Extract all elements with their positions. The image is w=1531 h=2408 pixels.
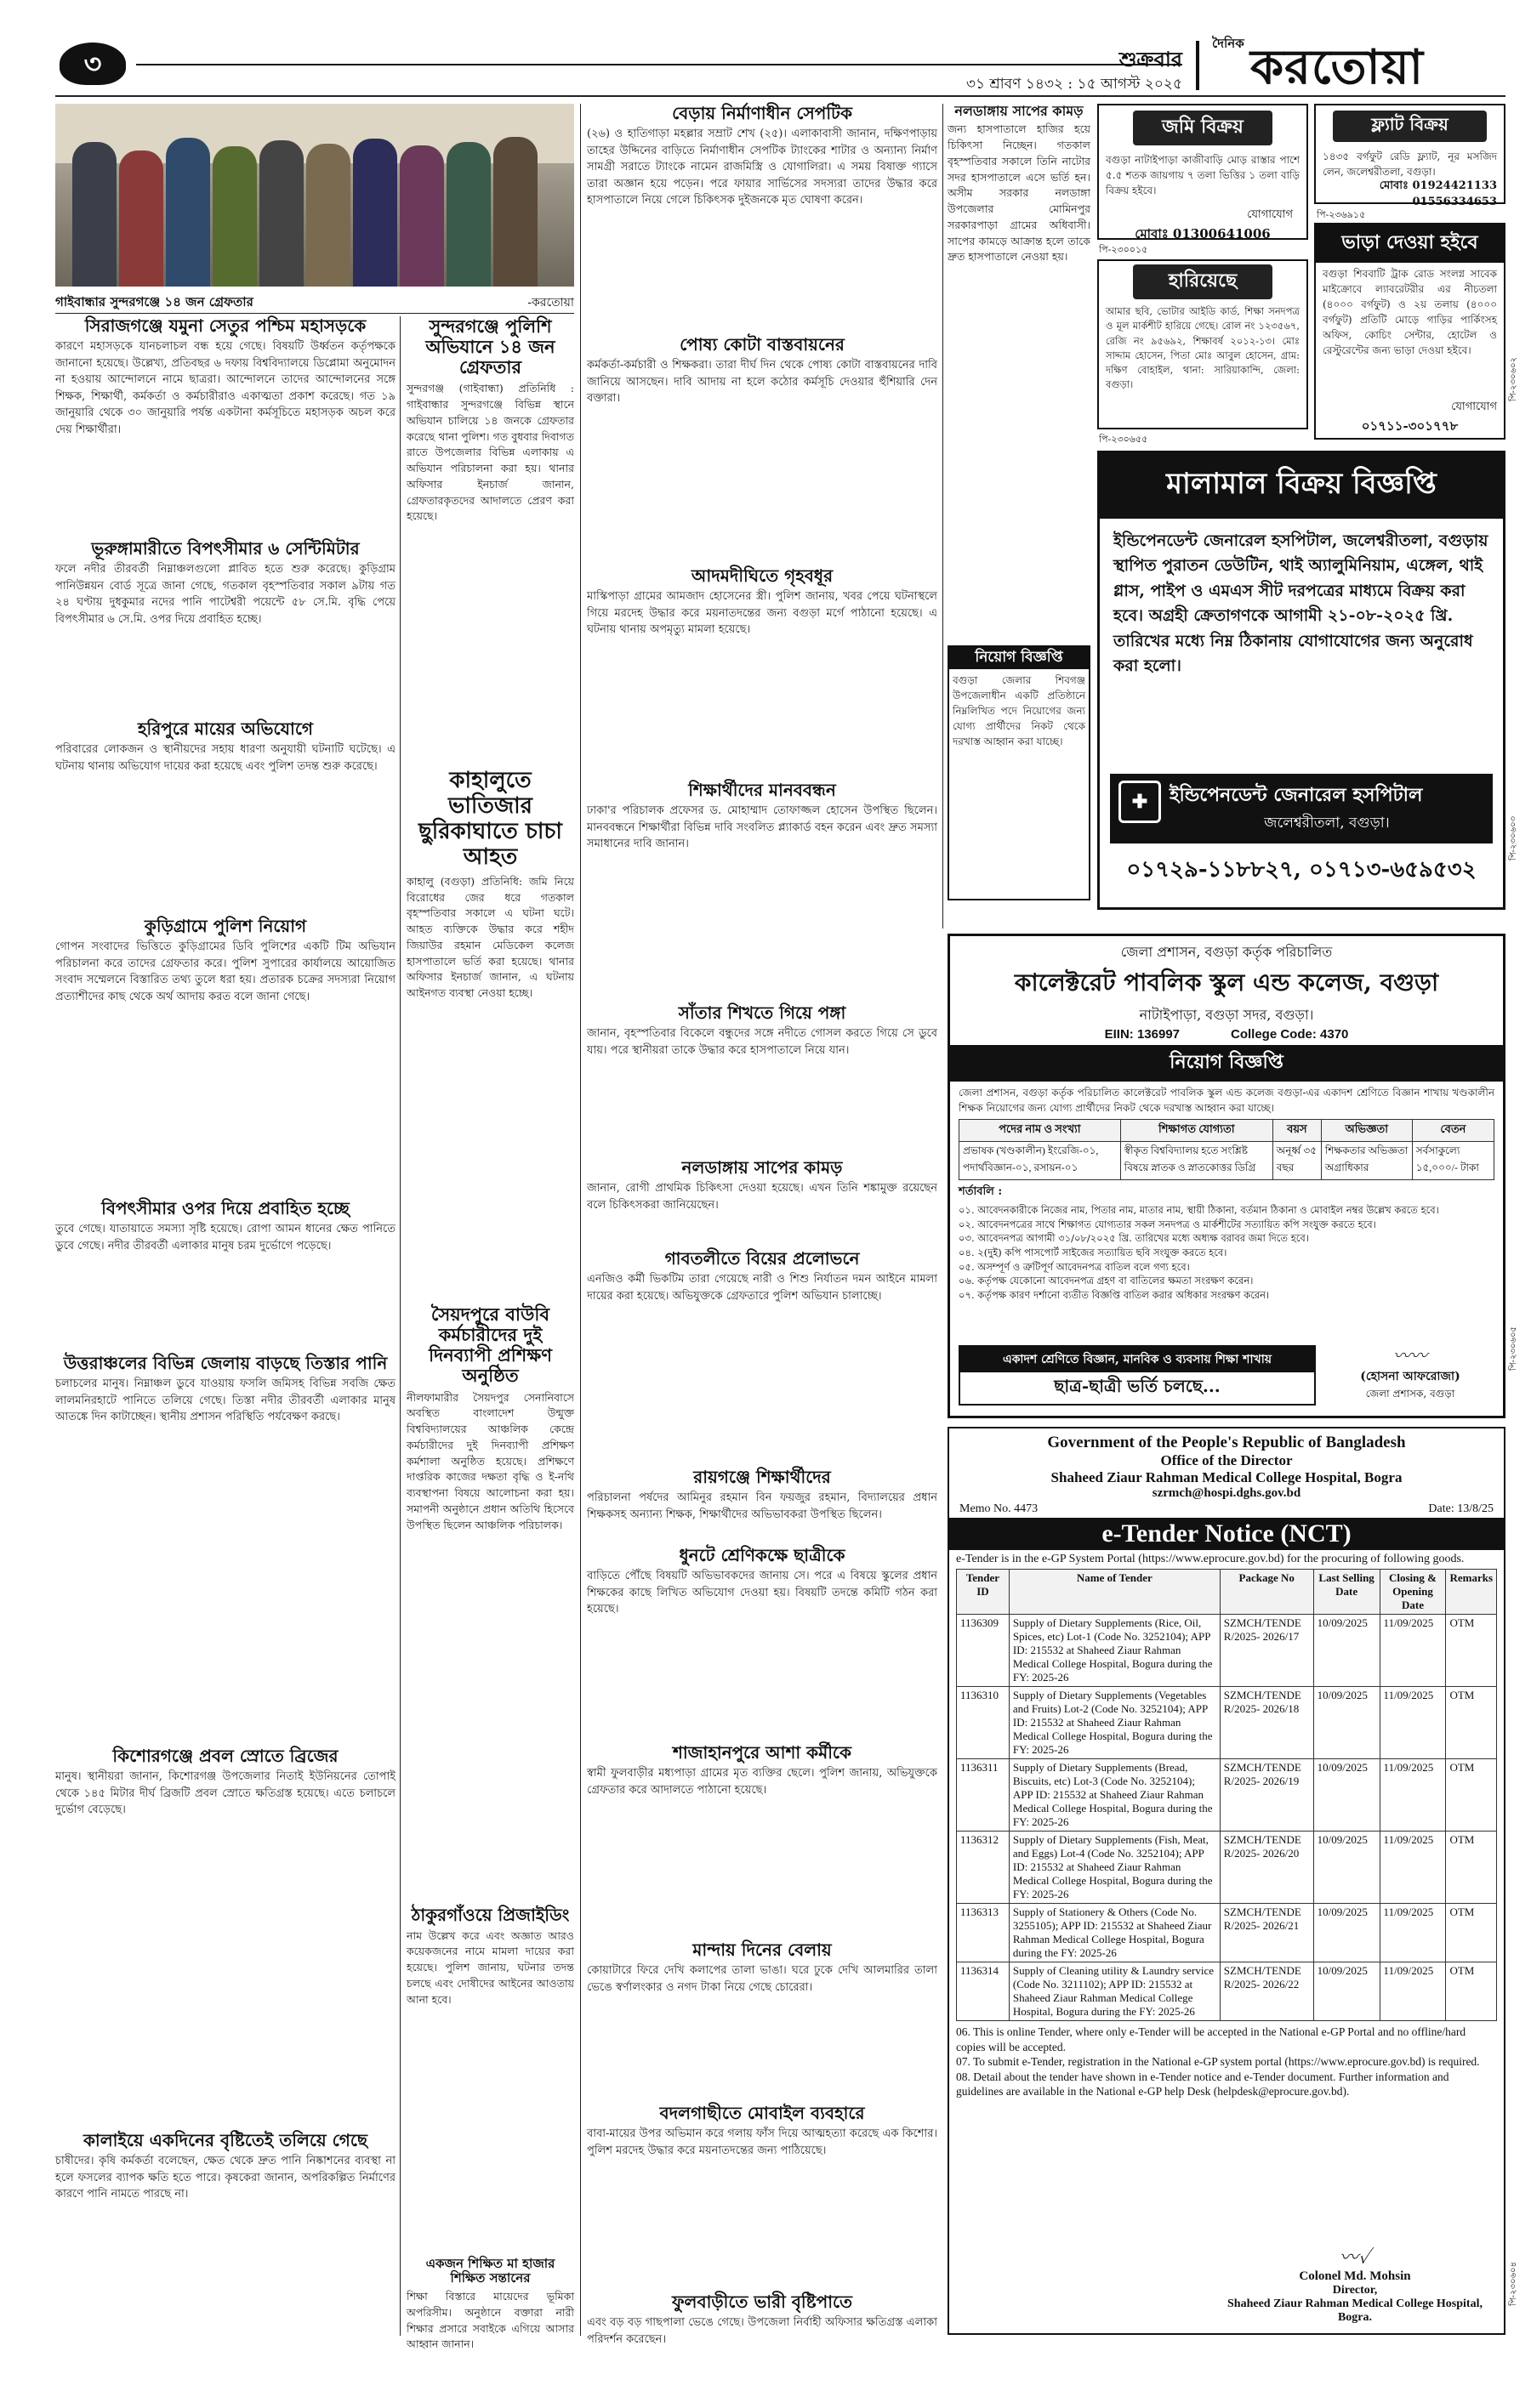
school-recruit-banner: নিয়োগ বিজ্ঞপ্তি xyxy=(950,1045,1503,1082)
list-item: ০৩. আবেদনপত্র আগামী ৩১/০৮/২০২৫ খ্রি. তারিখের মধ্যে অধ্যক্ষ বরাবর জমা দিতে হবে। xyxy=(959,1232,1309,1245)
signature-mark: 〰✓ xyxy=(1339,2246,1371,2268)
headline-saidpur: সৈয়দপুরে বাউবি কর্মচারীদের দুই দিনব্যাপী প্রশিক্ষণ অনুষ্ঠিত xyxy=(429,1303,552,1387)
tender-remarks-cell: OTM xyxy=(1446,1687,1497,1759)
tender-signer: Colonel Md. Mohsin xyxy=(1299,2269,1411,2283)
tender-id-cell: 1136312 xyxy=(957,1832,1010,1904)
headline-thakurgaon: ঠাকুরগাঁওয়ে প্রিজাইডিং xyxy=(411,1904,570,1925)
article-raiganj: পরিচালনা পর্ষদের আমিনুর রহমান বিন ফয়জুর রহমান, বিদ্যালয়ের প্রধান শিক্ষকসহ অন্যান্য শিক্ষক, শিক্ষার্থীদের অভিভাবকরা উপস্থিত ছিলেন। xyxy=(587,1491,937,1521)
tender-signature xyxy=(1215,2243,1495,2325)
tender-name-cell: Supply of Dietary Supplements (Vegetables and Fruits) Lot-2 (Code No. 3252104); APP ID: 215532 at Shaheed Ziaur Rahman Medical College Hospital, Bogura during the FY: 2025-26 xyxy=(1009,1687,1220,1759)
tender-notes xyxy=(949,2021,1504,2103)
tender-remarks-cell: OTM xyxy=(1446,1904,1497,1962)
list-item: 07. To submit e-Tender, registration in the National e-GP system portal (https://www.eprocure.gov.bd) is required. xyxy=(956,2055,1480,2069)
article-educated-mother: শিক্ষা বিস্তারে মায়েদের ভূমিকা অপরিসীম। অনুষ্ঠানে বক্তারা নারী শিক্ষার প্রসারে সবাইকে এগিয়ে আসার আহ্বান জানান। xyxy=(407,2290,574,2351)
land-sale-ad xyxy=(1097,104,1308,240)
tender-signer-city: Bogra. xyxy=(1337,2311,1373,2324)
school-terms xyxy=(950,1203,1503,1303)
tender-th-closing: Closing & Opening Date xyxy=(1380,1570,1446,1615)
article-human-chain: ঢাকা'র পরিচালক প্রফেসর ড. মোহাম্মাদ তোফাজ্জল হোসেন উপস্থিত ছিলেন। মানববন্ধনে শিক্ষার্থীরা বিভিন্ন দাবি সংবলিত প্ল্যাকার্ড বহন করেন এবং দ্রুত সমস্যা সমাধানের দাবি জানান। xyxy=(587,804,937,850)
admission-box xyxy=(959,1345,1316,1406)
headline-naldanga-snake: নলডাঙ্গায় সাপের কামড় xyxy=(681,1157,843,1178)
goods-sale-text: ইন্ডিপেনডেন্ট জেনারেল হসপিটাল, জলেশ্বরীতলা, বগুড়ায় স্থাপিত পুরাতন ডেউটিন, থাই অ্যালুমিনিয়াম, এঙ্গেল, থাই গ্লাস, পাইপ ও এমএস সীট দরপত্রের মাধ্যমে বিক্রয় করা হবে। অগ্রহী ক্রেতাগণকে আগামী ২১-০৮-২০২৫ খ্রি. তারিখের মধ্যে নিম্ন ঠিকানায় যোগাযোগের জন্য অনুরোধ করা হলো। xyxy=(1113,531,1488,676)
admission-sub: ছাত্র-ছাত্রী ভর্তি চলছে... xyxy=(1054,1376,1221,1396)
school-recruit-table xyxy=(959,1119,1494,1180)
tender-closing-cell: 11/09/2025 xyxy=(1380,1962,1446,2021)
tender-hospital: Shaheed Ziaur Rahman Medical College Hospital, Bogra xyxy=(1050,1469,1403,1485)
school-td-qual: স্বীকৃত বিশ্ববিদ্যালয় হতে সংশ্লিষ্ট বিষয়ে স্নাতক ও স্নাতকোত্তর ডিগ্রি xyxy=(1120,1142,1272,1180)
tender-remarks-cell: OTM xyxy=(1446,1832,1497,1904)
article-naldanga-right: জন্য হাসপাতালে হাজির হয়ে চিকিৎসা নিচ্ছেন। গতকাল বৃহস্পতিবার সকালে তিনি নাটোর সদর হাসপাতালে এসে ভর্তি হন। অসীম সরকার নলডাঙ্গা উপজেলার মোমিনপুর সরকারপাড়া গ্রামের অধিবাসী। সাপের কামড়ে আক্রান্ত হলে তাকে দ্রুত হাসপাতালে নেওয়া হয়। xyxy=(948,122,1090,264)
school-recruit-table-wrap xyxy=(950,1117,1503,1182)
article-saidpur: নীলফামারীর সৈয়দপুর সেনানিবাসে অবস্থিত বাংলাদেশ উন্মুক্ত বিশ্ববিদ্যালয়ের আঞ্চলিক কেন্দ্রে কর্মচারীদের দুই দিনব্যাপী প্রশিক্ষণ কর্মশালা অনুষ্ঠিত হয়েছে। প্রশিক্ষণে দাপ্তরিক কাজের দক্ষতা বৃদ্ধি ও ই-নথি ব্যবস্থাপনা বিষয়ে আলোচনা করা হয়। সমাপনী অনুষ্ঠানে প্রধান অতিথি হিসেবে উপস্থিত ছিলেন আঞ্চলিক পরিচালক। xyxy=(407,1390,574,1531)
school-signer-title: জেলা প্রশাসক, বগুড়া xyxy=(1365,1388,1455,1400)
issue-day: শুক্রবার xyxy=(1118,47,1182,71)
article-quota: কর্মকর্তা-কর্মচারী ও শিক্ষকরা। তারা দীর্ঘ দিন থেকে পোষ্য কোটা বাস্তবায়নের দাবি জানিয়ে আসছেন। দাবি আদায় না হলে কঠোর কর্মসূচি দেওয়ার হুঁশিয়ারি দেন বক্তারা। xyxy=(587,359,937,405)
tender-signer-title: Director, xyxy=(1332,2284,1378,2297)
tender-closing-cell: 11/09/2025 xyxy=(1380,1832,1446,1904)
tender-package-cell: SZMCH/TENDE R/2025- 2026/19 xyxy=(1220,1759,1313,1832)
tender-id-cell: 1136311 xyxy=(957,1759,1010,1832)
tender-name-cell: Supply of Dietary Supplements (Rice, Oil, Spices, etc) Lot-1 (Code No. 3252104); APP ID: 215532 at Shaheed Ziaur Rahman Medical College Hospital, Bogura during the FY: 2025-26 xyxy=(1009,1615,1220,1687)
land-sale-text: বগুড়া নাটাইপাড়া কাজীবাড়ি মোড় রাস্তার পাশে ৫.৫ শতক জায়গায় ৭ তলা ভিত্তির ১ তলা বাড়ি বিক্রয় হইবে। xyxy=(1106,154,1300,196)
article-sundarganj: সুন্দরগঞ্জ (গাইবান্ধা) প্রতিনিধি : গাইবান্ধার সুন্দরগঞ্জে বিভিন্ন স্থানে অভিযান চালিয়ে ১৪ জনকে গ্রেফতার করেছে থানা পুলিশ। গত বুধবার দিবাগত রাতে উপজেলার বিভিন্ন এলাকায় এ অভিযান পরিচালনা করা হয়। থানার অফিসার ইনচার্জ জানান, গ্রেফতারকৃতদের আদালতে প্রেরণ করা হয়েছে। xyxy=(407,382,574,523)
tender-package-cell: SZMCH/TENDE R/2025- 2026/22 xyxy=(1220,1962,1313,2021)
headline-danger-level: বিপৎসীমার ওপর দিয়ে প্রবাহিত হচ্ছে xyxy=(101,1198,350,1218)
list-item: ০৬. কর্তৃপক্ষ যেকোনো আবেদনপত্র গ্রহণ বা বাতিলের ক্ষমতা সংরক্ষণ করেন। xyxy=(959,1275,1254,1287)
article-kalai: চাষীদের। কৃষি কর্মকর্তা বলেছেন, ক্ষেত থেকে দ্রুত পানি নিষ্কাশনের ব্যবস্থা না হলে ফসলের ব্যাপক ক্ষতি হতে পারে। কৃষকেরা জানান, অপরিকল্পিত নির্মাণের কারণে পানি নামতে পারছে না। xyxy=(55,2155,396,2201)
page-number-badge xyxy=(60,43,126,85)
lost-notice-title: হারিয়েছে xyxy=(1133,264,1272,299)
tender-remarks-cell: OTM xyxy=(1446,1615,1497,1687)
headline-bera-septic: বেড়ায় নির্মাণাধীন সেপটিক xyxy=(672,103,852,123)
school-recruit-intro: জেলা প্রশাসন, বগুড়া কর্তৃক পরিচালিত কালেক্টরেট পাবলিক স্কুল এন্ড কলেজ বগুড়া-এর একাদশ শ্রেণিতে বিজ্ঞান শাখায় খণ্ডকালীন শিক্ষক নিয়োগের জন্য যোগ্য প্রার্থীদের নিকট থেকে দরখাস্ত আহ্বান করা যাচ্ছে। xyxy=(959,1087,1494,1114)
left-column xyxy=(55,316,396,2336)
article-shajahanpur: স্বামী ফুলবাড়ীর মধ্যপাড়া গ্রামের মৃত ব্যক্তির ছেলে। পুলিশ জানায়, অভিযুক্তকে গ্রেফতার করে আদালতে পাঠানো হয়েছে। xyxy=(587,1767,937,1797)
school-eiin: EIIN: 136997 xyxy=(1104,1027,1180,1042)
article-manda: কোয়াটারে ফিরে দেখি কলাপের তালা ভাঙা। ঘরে ঢুকে দেখি আলমারির তালা ভেঙে স্বর্ণালংকার ও নগদ টাকা নিয়ে গেছে চোরেরা। xyxy=(587,1964,937,1994)
tender-id-cell: 1136314 xyxy=(957,1962,1010,2021)
headline-dhunat: ধুনটে শ্রেণিকক্ষে ছাত্রীকে xyxy=(679,1545,845,1565)
goods-sale-ad xyxy=(1097,451,1505,910)
tender-last-date-cell: 10/09/2025 xyxy=(1313,1832,1380,1904)
school-td-exp: শিক্ষকতার অভিজ্ঞতা অগ্রাধিকার xyxy=(1321,1142,1412,1180)
article-swimming: জানান, বৃহস্পতিবার বিকেলে বন্ধুদের সঙ্গে নদীতে গোসল করতে গিয়ে সে ডুবে যায়। পরে স্থানীয়রা তাকে উদ্ধার করে হাসপাতালে নিয়ে যান। xyxy=(587,1027,937,1057)
side-ref-3: পি-২৩০৬০৫ xyxy=(1509,1326,1518,1372)
headline-human-chain: শিক্ষার্থীদের মানববন্ধন xyxy=(688,780,836,800)
tender-closing-cell: 11/09/2025 xyxy=(1380,1687,1446,1759)
list-item: ০৭. কর্তৃপক্ষ কারণ দর্শানো ব্যতীত বিজ্ঞপ্তি বাতিল করার অধিকার সংরক্ষণ করেন। xyxy=(959,1289,1270,1302)
article-fulbari: এবং বড় বড় গাছপালা ভেঙে গেছে। উপজেলা নির্বাহী অফিসার ক্ষতিগ্রস্ত এলাকা পরিদর্শন করেছেন। xyxy=(587,2316,937,2346)
tender-th-last-date: Last Selling Date xyxy=(1313,1570,1380,1615)
hospital-banner xyxy=(1110,774,1493,843)
school-th-post: পদের নাম ও সংখ্যা xyxy=(959,1120,1121,1142)
list-item: 06. This is online Tender, where only e-Tender will be accepted in the National e-GP Portal and no offline/hard copies will be accepted. xyxy=(956,2025,1466,2053)
tender-closing-cell: 11/09/2025 xyxy=(1380,1904,1446,1962)
lost-notice-text: আমার ছবি, ভোটার আইডি কার্ড, শিক্ষা সনদপত্র ও মূল মার্কশীট হারিয়ে গেছে। রোল নং ১২৩৫৬৭, রেজি নং ৯৫৬৯২, শিক্ষাবর্ষ ২০১২-১৩। মোঃ সাদ্দাম হোসেন, পিতা মোঃ আবুল হোসেন, গ্রাম: দক্ষিণ বোহাইল, থানা: সারিয়াকান্দি, জেলা: বগুড়া। xyxy=(1106,305,1300,391)
article-dhunat: বাড়িতে পৌঁছে বিষয়টি অভিভাবকদের জানায় সে। পরে এ বিষয়ে স্কুলের প্রধান শিক্ষকের কাছে লিখিত অভিযোগ দেওয়া হয়। বিষয়টি তদন্তে কমিটি গঠন করা হয়েছে। xyxy=(587,1570,937,1616)
headline-quota: পোষ্য কোটা বাস্তবায়নের xyxy=(680,334,845,355)
flat-sale-text: ১৪৩৫ বর্গফুট রেডি ফ্ল্যাট, নূর মসজিদ লেন, জলেশ্বরীতলা, বগুড়া। xyxy=(1323,150,1497,178)
tender-id-cell: 1136313 xyxy=(957,1904,1010,1962)
tender-intro: e-Tender is in the e-GP System Portal (https://www.eprocure.gov.bd) for the procuring of following goods. xyxy=(956,1553,1465,1565)
headline-sirajganj: সিরাজগঞ্জে যমুনা সেতুর পশ্চিম মহাসড়কে xyxy=(84,315,367,336)
rent-text: বগুড়া শিববাটি ট্রাক রোড সংলগ্ন সাবেক মাইক্রোবে ল্যাবরেটরীর এর নীচতলা (৪০০০ বর্গফুট) ও ২য় তলায় (৪০০০ বর্গফুট) প্রতিটি মোড়ে গাড়ির পার্কিংসহ অফিস, কোচিং সেন্টার, হোটেল ও রেস্টুরেন্টের জন্য ভাড়া দেওয়া হইবে। xyxy=(1323,268,1497,356)
tender-last-date-cell: 10/09/2025 xyxy=(1313,1759,1380,1832)
photo-credit: -করতোয়া xyxy=(527,296,574,310)
table-row xyxy=(957,1904,1497,1962)
tender-memo: Memo No. 4473 xyxy=(959,1502,1039,1515)
tender-th-remarks: Remarks xyxy=(1446,1570,1497,1615)
tender-title: e-Tender Notice (NCT) xyxy=(949,1518,1504,1550)
caption-rule xyxy=(55,313,574,314)
article-kahalu: কাহালু (বগুড়া) প্রতিনিধি: জমি নিয়ে বিরোধের জের ধরে গতকাল বৃহস্পতিবার সকালে এ ঘটনা ঘটে। আহত ব্যক্তিকে উদ্ধার করে শহীদ জিয়াউর রহমান মেডিকেল কলেজ হাসপাতালে ভর্তি করা হয়েছে। থানার অফিসার ইনচার্জ জানান, এ ঘটনায় আইনগত ব্যবস্থা নেওয়া হচ্ছে। xyxy=(407,874,574,1000)
tender-gov: Government of the People's Republic of Bangladesh xyxy=(1047,1434,1406,1451)
tender-remarks-cell: OTM xyxy=(1446,1759,1497,1832)
tender-table-wrap xyxy=(949,1569,1504,2021)
table-row xyxy=(957,1687,1497,1759)
tender-closing-cell: 11/09/2025 xyxy=(1380,1615,1446,1687)
tender-table xyxy=(956,1569,1497,2021)
lost-notice-ad xyxy=(1097,259,1308,429)
article-bera-septic: (২৬) ও হাতিগাড়া মহল্লার সম্রাট শেখ (২৫)। এলাকাবাসী জানান, দক্ষিণপাড়ায় তাহের উদ্দিনের বাড়িতে নির্মাণাধীন সেপটিক ট্যাংকের শাটার ও অন্যান্য নির্মাণ সামগ্রী সরাতে ট্যাংকে নামেন রাজমিস্ত্রি ও যোগালিরা। এ সময় বিষাক্ত গ্যাসে তারা অজ্ঞান হয়ে পড়েন। পরে ফায়ার সার্ভিসের সদস্যরা তাদের উদ্ধার করে হাসপাতালে নিয়ে গেলে চিকিৎসক দুইজনকে মৃত ঘোষণা করেন। xyxy=(587,128,937,207)
headline-swimming: সাঁতার শিখতে গিয়ে পঙ্গা xyxy=(678,1002,846,1023)
school-th-age: বয়স xyxy=(1272,1120,1321,1142)
school-th-salary: বেতন xyxy=(1412,1120,1494,1142)
headline-shajahanpur: শাজাহানপুরে আশা কর্মীকে xyxy=(673,1742,851,1763)
tender-id-cell: 1136310 xyxy=(957,1687,1010,1759)
right-news-column xyxy=(948,104,1090,929)
tender-th-name: Name of Tender xyxy=(1009,1570,1220,1615)
headline-kalai: কালাইয়ে একদিনের বৃষ্টিতেই তলিয়ে গেছে xyxy=(83,2130,368,2150)
school-ad-name: কালেক্টরেট পাবলিক স্কুল এন্ড কলেজ, বগুড়া xyxy=(1014,968,1439,997)
tender-name-cell: Supply of Dietary Supplements (Bread, Biscuits, etc) Lot-3 (Code No. 3252104); APP ID: 215532 at Shaheed Ziaur Rahman Medical College Hospital, Bogura during the FY: 2025-26 xyxy=(1009,1759,1220,1832)
school-terms-title: শর্তাবলি : xyxy=(959,1185,1003,1198)
lost-notice-ref: পি-২৩০৬৫৫ xyxy=(1099,434,1148,445)
list-item: ০৪. ২(দুই) কপি পাসপোর্ট সাইজের সত্যায়িত ছবি সংযুক্ত করতে হবে। xyxy=(959,1247,1227,1259)
headline-naldanga-right: নলডাঙ্গায় সাপের কামড় xyxy=(954,103,1084,119)
side-ref-2: পি-২৩০৬০৩ xyxy=(1509,816,1518,861)
school-signer-name: (হোসনা আফরোজা) xyxy=(1360,1370,1460,1383)
rent-title: ভাড়া দেওয়া হইবে xyxy=(1316,224,1504,263)
page-number: ৩ xyxy=(83,48,102,80)
school-th-exp: অভিজ্ঞতা xyxy=(1321,1120,1412,1142)
recruit-notice-title: নিয়োগ বিজ্ঞপ্তি xyxy=(949,647,1089,669)
tender-name-cell: Supply of Dietary Supplements (Fish, Meat, and Eggs) Lot-4 (Code No. 3252104); APP ID: 215532 at Shaheed Ziaur Rahman Medical College Hospital, Bogura during the FY: 2025-26 xyxy=(1009,1832,1220,1904)
headline-bhurungamari: ভূরুঙ্গামারীতে বিপৎসীমার ৬ সেন্টিমিটার xyxy=(91,538,360,559)
article-kurigram-police: গোপন সংবাদের ভিত্তিতে কুড়িগ্রামের ডিবি পুলিশের একটি টিম অভিযান পরিচালনা করে তাদের গ্রেফতার করে। পুলিশ সুপারের কার্যালয়ে আয়োজিত সংবাদ সম্মেলনে বিস্তারিত তথ্য তুলে ধরা হয়। প্রতারক চক্রের সদস্যরা নিয়োগ প্রত্যাশীদের কাছ থেকে অর্থ আদায় করত বলে জানা গেছে। xyxy=(55,940,396,1003)
table-row xyxy=(957,1832,1497,1904)
school-college-code: College Code: 4370 xyxy=(1231,1027,1349,1042)
table-row xyxy=(957,1615,1497,1687)
news-photo xyxy=(55,104,574,287)
article-teesta: চলাচলের মানুষ। নিম্নাঞ্চল ডুবে যাওয়ায় ফসলি জমিসহ বিভিন্ন সবজি ক্ষেত লালমনিরহাটে পানিতে তলিয়ে গেছে। তিস্তা নদীর তীরবর্তী এলাকার মানুষ আতঙ্কে দিন কাটাচ্ছেন। স্থানীয় প্রশাসন পরিস্থিতি পর্যবেক্ষণ করছে। xyxy=(55,1377,396,1423)
tender-name-cell: Supply of Stationery & Others (Code No. 3255105); APP ID: 215532 at Shaheed Ziaur Rahman Medical College Hospital, Bogura during the FY: 2025-26 xyxy=(1009,1904,1220,1962)
list-item: 08. Detail about the tender have shown in e-Tender notice and e-Tender document. Further information and guidelines are available in the National e-GP help Desk (helpdesk@eprocure.gov.bd). xyxy=(956,2070,1449,2098)
center-column xyxy=(587,103,937,2346)
rent-phone: ০১৭১১-৩০১৭৭৮ xyxy=(1361,418,1459,434)
rent-contact-label: যোগাযোগ xyxy=(1451,400,1497,413)
issue-date: ৩১ শ্রাবণ ১৪৩২ : ১৫ আগস্ট ২০২৫ xyxy=(965,76,1182,93)
hospital-name: ইন্ডিপেনডেন্ট জেনারেল হসপিটাল xyxy=(1170,784,1423,806)
headline-adamdighi: আদমদীঘিতে গৃহবধূর xyxy=(691,565,834,586)
tender-package-cell: SZMCH/TENDE R/2025- 2026/20 xyxy=(1220,1832,1313,1904)
headline-teesta: উত্তরাঞ্চলের বিভিন্ন জেলায় বাড়ছে তিস্তার পানি xyxy=(63,1353,388,1373)
tender-last-date-cell: 10/09/2025 xyxy=(1313,1615,1380,1687)
headline-gabtali: গাবতলীতে বিয়ের প্রলোভনে xyxy=(664,1248,860,1269)
article-danger-level: তুবে গেছে। যাতায়াতে সমস্যা সৃষ্টি হয়েছে। রোপা আমন ধানের ক্ষেত পানিতে ডুবে গেছে। নদীর তীরবর্তী এলাকার মানুষ চরম দুর্ভোগে পড়েছে। xyxy=(55,1223,396,1252)
rent-ad xyxy=(1314,223,1505,440)
masthead xyxy=(0,0,1531,94)
land-sale-contact-label: যোগাযোগ xyxy=(1247,208,1293,221)
hospital-logo-icon: ✚ xyxy=(1118,781,1161,823)
land-sale-ref: পি-২৩০০১৫ xyxy=(1099,244,1148,255)
photo-caption: গাইবান্ধার সুন্দরগঞ্জে ১৪ জন গ্রেফতার xyxy=(55,294,253,310)
school-ad-top: জেলা প্রশাসন, বগুড়া কর্তৃক পরিচালিত xyxy=(1120,944,1333,960)
headline-manda: মান্দায় দিনের বেলায় xyxy=(692,1939,832,1960)
list-item: ০২. আবেদনপত্রের সাথে শিক্ষাগত যোগ্যতার সকল সনদপত্র ও মার্কশীটের সত্যায়িত কপি সংযুক্ত করতে হবে। xyxy=(959,1218,1376,1230)
recruit-notice-box xyxy=(948,645,1090,900)
headline-badalgachhi: বদলগাছীতে মোবাইল ব্যবহারে xyxy=(659,2103,865,2123)
col3-divider xyxy=(942,104,943,929)
headline-kahalu: কাহালুতে ভাতিজার ছুরিকাঘাতে চাচা আহত xyxy=(418,768,562,871)
article-sirajganj: কারণে মহাসড়কে যানচলাচল বন্ধ হয়ে গেছে। বিষয়টি উর্ধ্বতন কর্তৃপক্ষকে জানানো হয়েছে। উল্লেখ্য, প্রতিবছর ৬ দফায় বিশ্ববিদ্যালয়ে ডিপ্লোমা অনুমোদন না হওয়ায় আন্দোলনে নামে ছাত্ররা। আন্দোলনে তাদের আন্দোলনের সঙ্গে শিক্ষক, শিক্ষার্থী, কর্মকর্তা ও কর্মচারীরাও একাত্মতা প্রকাশ করেছে। গত ১৯ জানুয়ারি থেকে ৩০ জানুয়ারি পর্যন্ত একটানা কর্মসূচিতে মহাসড়ক অচল করে দেয় শিক্ষার্থীরা। xyxy=(55,340,396,436)
land-sale-title: জমি বিক্রয় xyxy=(1133,111,1272,145)
school-td-salary: সর্বসাকুল্যে ১৫,০০০/- টাকা xyxy=(1412,1142,1494,1180)
headline-raiganj: রায়গঞ্জে শিক্ষার্থীদের xyxy=(693,1467,831,1487)
paper-small-label: দৈনিক xyxy=(1212,36,1244,51)
school-signature xyxy=(1329,1342,1491,1404)
masthead-divider xyxy=(1196,41,1199,90)
recruit-notice-text: বগুড়া জেলার শিবগঞ্জ উপজেলাধীন একটি প্রতিষ্ঠানে নিম্নলিখিত পদে নিয়োগের জন্য যোগ্য প্রার্থীদের নিকট থেকে দরখাস্ত আহ্বান করা যাচ্ছে। xyxy=(953,673,1085,747)
article-naldanga-snake: জানান, রোগী প্রাথমিক চিকিৎসা দেওয়া হয়েছে। এখন তিনি শঙ্কামুক্ত রয়েছেন বলে চিকিৎসকরা জানিয়েছেন। xyxy=(587,1182,937,1212)
tender-package-cell: SZMCH/TENDE R/2025- 2026/21 xyxy=(1220,1904,1313,1962)
col2-divider xyxy=(580,104,581,2336)
headline-haripur: হরিপুরে মায়ের অভিযোগে xyxy=(138,718,313,739)
flat-sale-phone-2: 01556334653 xyxy=(1412,196,1497,208)
headline-sundarganj: সুন্দরগঞ্জে পুলিশি অভিযানে ১৪ জন গ্রেফতার xyxy=(425,315,555,378)
admission-banner: একাদশ শ্রেণিতে বিজ্ঞান, মানবিক ও ব্যবসায় শিক্ষা শাখায় xyxy=(960,1347,1314,1372)
flat-sale-ref: পি-২৩৬৯১৫ xyxy=(1317,209,1366,220)
tender-name-cell: Supply of Cleaning utility & Laundry service (Code No. 3211102); APP ID: 215532 at Shaheed Ziaur Rahman Medical College Hospital, Bogura during the FY: 2025-26 xyxy=(1009,1962,1220,2021)
tender-last-date-cell: 10/09/2025 xyxy=(1313,1904,1380,1962)
hospital-phone: ০১৭২৯-১১৮৮২৭, ০১৭১৩-৬৫৯৫৩২ xyxy=(1126,857,1477,883)
side-ref-1: পি-২৩০৬০২ xyxy=(1509,357,1518,402)
school-td-post: প্রভাষক (খণ্ডকালীন) ইংরেজি-০১, পদার্থবিজ্ঞান-০১, রসায়ন-০১ xyxy=(959,1142,1121,1180)
article-bhurungamari: ফলে নদীর তীরবর্তী নিম্নাঞ্চলগুলো প্লাবিত হতে শুরু করেছে। কুড়িগ্রাম পানিউন্নয়ন বোর্ড সূত্রে জানা গেছে, গতকাল বৃহস্পতিবার সকাল ৯টায় গত ২৪ ঘণ্টায় দুধকুমার নদের পানি পাটেশ্বরী পয়েন্টে ৫৮ সে.মি. বৃদ্ধি পেয়ে বিপৎসীমার ৬ সে.মি. ওপর দিয়ে প্রবাহিত হচ্ছে। xyxy=(55,563,396,626)
table-row xyxy=(957,1759,1497,1832)
tender-remarks-cell: OTM xyxy=(1446,1962,1497,2021)
goods-sale-title: মালামাল বিক্রয় বিজ্ঞপ্তি xyxy=(1100,453,1503,519)
side-ref-4: পি-২৩০৬০৪ xyxy=(1509,2262,1518,2307)
headline-educated-mother: একজন শিক্ষিত মা হাজার শিক্ষিত সন্তানের xyxy=(425,2255,555,2286)
tender-id-cell: 1136309 xyxy=(957,1615,1010,1687)
tender-office: Office of the Director xyxy=(1160,1452,1293,1468)
table-row xyxy=(959,1142,1494,1180)
tender-email: szrmch@hospi.dghs.gov.bd xyxy=(1152,1486,1301,1500)
tender-closing-cell: 11/09/2025 xyxy=(1380,1759,1446,1832)
school-ad-address: নাটাইপাড়া, বগুড়া সদর, বগুড়া। xyxy=(1139,1007,1314,1023)
headline-kishoreganj: কিশোরগঞ্জে প্রবল স্রোতে ব্রিজের xyxy=(112,1746,339,1766)
paper-logo: করতোয়া xyxy=(1250,39,1424,95)
flat-sale-phone-1: মোবাঃ 01924421133 xyxy=(1379,179,1497,192)
headline-fulbari: ফুলবাড়ীতে ভারী বৃষ্টিপাতে xyxy=(671,2292,853,2312)
list-item: ০৫. অসম্পূর্ণ ও ত্রুটিপূর্ণ আবেদনপত্র বাতিল বলে গণ্য হবে। xyxy=(959,1260,1190,1273)
article-thakurgaon: নাম উল্লেখ করে এবং অজ্ঞাত আরও কয়েকজনের নামে মামলা দায়ের করা হয়েছে। পুলিশ জানায়, ঘটনার তদন্ত চলছে এবং দোষীদের আইনের আওতায় আনা হবে। xyxy=(407,1928,574,2006)
tender-last-date-cell: 10/09/2025 xyxy=(1313,1687,1380,1759)
article-kishoreganj: মানুষ। স্থানীয়রা জানান, কিশোরগঞ্জ উপজেলার নিতাই ইউনিয়নের তোপাই থেকে ১৪৫ মিটার দীর্ঘ ব্রিজটি প্রবল স্রোতে ক্ষতিগ্রস্ত হয়েছে। এতে চলাচলে দুর্ভোগ বেড়েছে। xyxy=(55,1770,396,1816)
tender-date: Date: 13/8/25 xyxy=(1428,1502,1494,1515)
list-item: ০১. আবেদনকারীকে নিজের নাম, পিতার নাম, মাতার নাম, স্থায়ী ঠিকানা, বর্তমান ঠিকানা ও মোবাইল নম্বর উল্লেখ করতে হবে। xyxy=(959,1204,1439,1216)
tender-package-cell: SZMCH/TENDE R/2025- 2026/17 xyxy=(1220,1615,1313,1687)
article-badalgachhi: বাবা-মায়ের উপর অভিমান করে গলায় ফাঁস দিয়ে আত্মহত্যা করেছে এক কিশোর। পুলিশ মরদেহ উদ্ধার করে ময়নাতদন্তের জন্য পাঠিয়েছে। xyxy=(587,2127,937,2157)
signature-mark: 〰〰 xyxy=(1393,1345,1427,1366)
col1-divider xyxy=(400,316,401,2336)
tender-th-package: Package No xyxy=(1220,1570,1313,1615)
article-gabtali: এনজিও কর্মী ভিকটিম তারা গেয়েছে নারী ও শিশু নির্যাতন দমন আইনে মামলা দায়ের করা হয়েছে। অভিযুক্তকে গ্রেফতারে পুলিশ অভিযান চালাচ্ছে। xyxy=(587,1273,937,1303)
tender-package-cell: SZMCH/TENDE R/2025- 2026/18 xyxy=(1220,1687,1313,1759)
flat-sale-title: ফ্ল্যাট বিক্রয় xyxy=(1333,111,1487,142)
headline-kurigram-police: কুড়িগ্রামে পুলিশ নিয়োগ xyxy=(144,916,307,936)
tender-last-date-cell: 10/09/2025 xyxy=(1313,1962,1380,2021)
table-row xyxy=(957,1962,1497,2021)
e-tender-notice xyxy=(948,1427,1505,2335)
flat-sale-ad xyxy=(1314,104,1505,208)
masthead-bottom-rule xyxy=(55,95,1505,97)
school-recruit-ad xyxy=(948,934,1505,1418)
tender-signer-org: Shaheed Ziaur Rahman Medical College Hospital, xyxy=(1227,2297,1483,2310)
article-adamdighi: মাস্কিপাড়া গ্রামের আমজাদ হোসেনের স্ত্রী। পুলিশ জানায়, খবর পেয়ে ঘটনাস্থলে গিয়ে মরদেহ উদ্ধার করে ময়নাতদন্তের জন্য বগুড়া মর্গে পাঠানো হয়েছে। এ ঘটনায় থানায় অপমৃত্যু মামলা হয়েছে। xyxy=(587,590,937,636)
article-haripur: পরিবারের লোকজন ও স্থানীয়দের সহায় ধারণা অনুযায়ী ঘটনাটি ঘটেছে। এ ঘটনায় থানায় অভিযোগ দায়ের করা হয়েছে এবং পুলিশ তদন্ত শুরু করেছে। xyxy=(55,743,396,773)
mid-column xyxy=(407,315,574,2351)
hospital-address: জলেশ্বরীতলা, বগুড়া। xyxy=(1264,815,1390,832)
school-td-age: অনূর্ধ্ব ৩৫ বছর xyxy=(1272,1142,1321,1180)
tender-th-id: Tender ID xyxy=(957,1570,1010,1615)
land-sale-phone: মোবাঃ 01300641006 xyxy=(1135,226,1271,241)
school-th-qual: শিক্ষাগত যোগ্যতা xyxy=(1120,1120,1272,1142)
